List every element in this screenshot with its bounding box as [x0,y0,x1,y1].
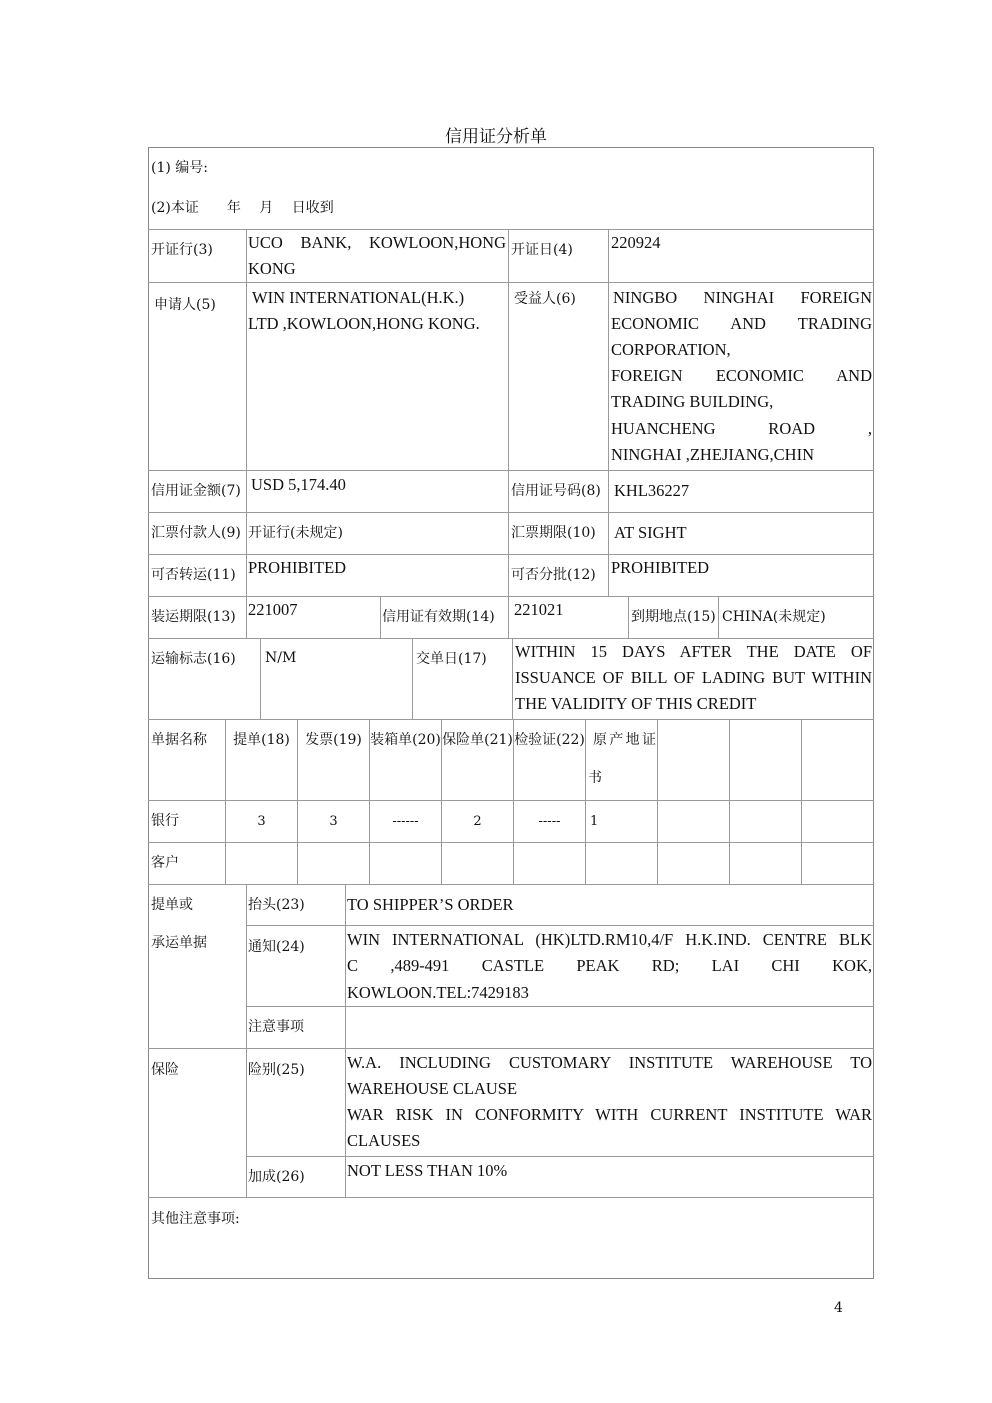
bl-section-label-line1: 提单或 [151,897,193,913]
doc-header-insurance-policy: 保险单(21) [442,732,513,748]
drawee-value: 开证行(未规定) [248,525,343,541]
partial-shipment-label: 可否分批(12) [511,567,596,583]
customer-label: 客户 [151,855,179,871]
beneficiary-value-line6: HUANCHENG ROAD , [611,419,872,438]
bank-packing-copies: ------ [392,814,419,829]
beneficiary-value-line4: FOREIGN ECONOMIC AND [611,366,872,385]
document-title: 信用证分析单 [445,127,547,147]
bank-bl-copies: 3 [257,814,266,829]
applicant-label: 申请人(5) [154,297,216,313]
insurance-markup-label: 加成(26) [248,1169,305,1185]
doc-header-origin-cert: 原产地证 [593,732,656,748]
expiry-date-value: 221021 [514,600,564,619]
received-date-label: (2)本证 年 月 日收到 [151,200,334,216]
consignee-label: 抬头(23) [248,897,305,913]
bank-label: 银行 [151,813,179,829]
doc-header-invoice: 发票(19) [305,732,362,748]
lc-number-label: 信用证号码(8) [511,483,601,499]
doc-header-packing-list: 装箱单(20) [370,732,441,748]
shipping-marks-label: 运输标志(16) [151,651,236,667]
issuing-bank-value: UCO BANK, KOWLOON,HONG KONG [248,233,506,278]
amount-value: USD 5,174.40 [251,475,346,494]
issuing-bank-label: 开证行(3) [151,242,213,258]
expiry-date-label: 信用证有效期(14) [382,609,495,625]
latest-shipment-label: 装运期限(13) [151,609,236,625]
consignee-value: TO SHIPPER’S ORDER [347,895,514,914]
expiry-place-value: CHINA(未规定) [722,609,826,625]
documents-name-label: 单据名称 [151,732,207,748]
beneficiary-value-line7: NINGHAI ,ZHEJIANG,CHIN [611,445,815,464]
transshipment-label: 可否转运(11) [151,567,236,583]
presentation-value-line3: THE VALIDITY OF THIS CREDIT [515,694,757,713]
lc-number-value: KHL36227 [614,481,690,500]
beneficiary-value-line2: ECONOMIC AND TRADING [611,314,872,333]
amount-label: 信用证金额(7) [151,483,241,499]
insurance-markup-value: NOT LESS THAN 10% [347,1161,508,1180]
beneficiary-value-line3: CORPORATION, [611,340,731,359]
notify-value-line3: KOWLOON.TEL:7429183 [347,983,529,1002]
doc-header-inspection-cert: 检验证(22) [514,732,585,748]
doc-header-origin-cert-cont: 书 [588,770,602,786]
latest-shipment-value: 221007 [248,600,298,619]
presentation-value-line1: WITHIN 15 DAYS AFTER THE DATE OF [515,642,872,661]
bank-origin-copies: 1 [590,814,599,829]
page-number: 4 [834,1300,843,1316]
other-notes-label: 其他注意事项: [151,1211,240,1227]
insurance-label: 保险 [151,1062,179,1078]
bank-invoice-copies: 3 [329,814,338,829]
presentation-label: 交单日(17) [416,651,487,667]
bank-inspection-copies: ----- [538,814,561,829]
notify-value-line1: WIN INTERNATIONAL (HK)LTD.RM10,4/F H.K.IND. CENTRE BLK [347,930,872,949]
applicant-value-line1: WIN INTERNATIONAL(H.K.) [252,288,465,307]
issue-date-label: 开证日(4) [511,242,573,258]
partial-shipment-value: PROHIBITED [611,558,710,577]
insurance-risk-line3: WAR RISK IN CONFORMITY WITH CURRENT INSTITUTE WAR [347,1105,872,1124]
tenor-label: 汇票期限(10) [511,525,596,541]
bl-section-label-line2: 承运单据 [151,935,207,951]
beneficiary-value-line1: NINGBO NINGHAI FOREIGN [613,288,872,307]
beneficiary-value-line5: TRADING BUILDING, [611,392,774,411]
bank-insurance-copies: 2 [473,814,482,829]
beneficiary-label: 受益人(6) [514,291,576,307]
issue-date-value: 220924 [611,233,661,252]
applicant-value-line2: LTD ,KOWLOON,HONG KONG. [248,314,480,333]
notify-value-line2: C ,489-491 CASTLE PEAK RD; LAI CHI KOK, [347,956,872,975]
shipping-marks-value: N/M [265,650,297,666]
insurance-risk-line1: W.A. INCLUDING CUSTOMARY INSTITUTE WAREHOUSE TO [347,1053,872,1072]
presentation-value-line2: ISSUANCE OF BILL OF LADING BUT WITHIN [515,668,872,687]
number-label: (1) 编号: [151,160,208,176]
insurance-risk-line2: WAREHOUSE CLAUSE [347,1079,518,1098]
transshipment-value: PROHIBITED [248,558,347,577]
bl-notes-label: 注意事项 [248,1019,304,1035]
expiry-place-label: 到期地点(15) [631,609,716,625]
notify-label: 通知(24) [248,939,305,955]
drawee-label: 汇票付款人(9) [151,525,241,541]
insurance-risk-line4: CLAUSES [347,1131,421,1150]
insurance-risk-label: 险别(25) [248,1062,305,1078]
doc-header-bill-of-lading: 提单(18) [233,732,290,748]
tenor-value: AT SIGHT [614,523,687,542]
